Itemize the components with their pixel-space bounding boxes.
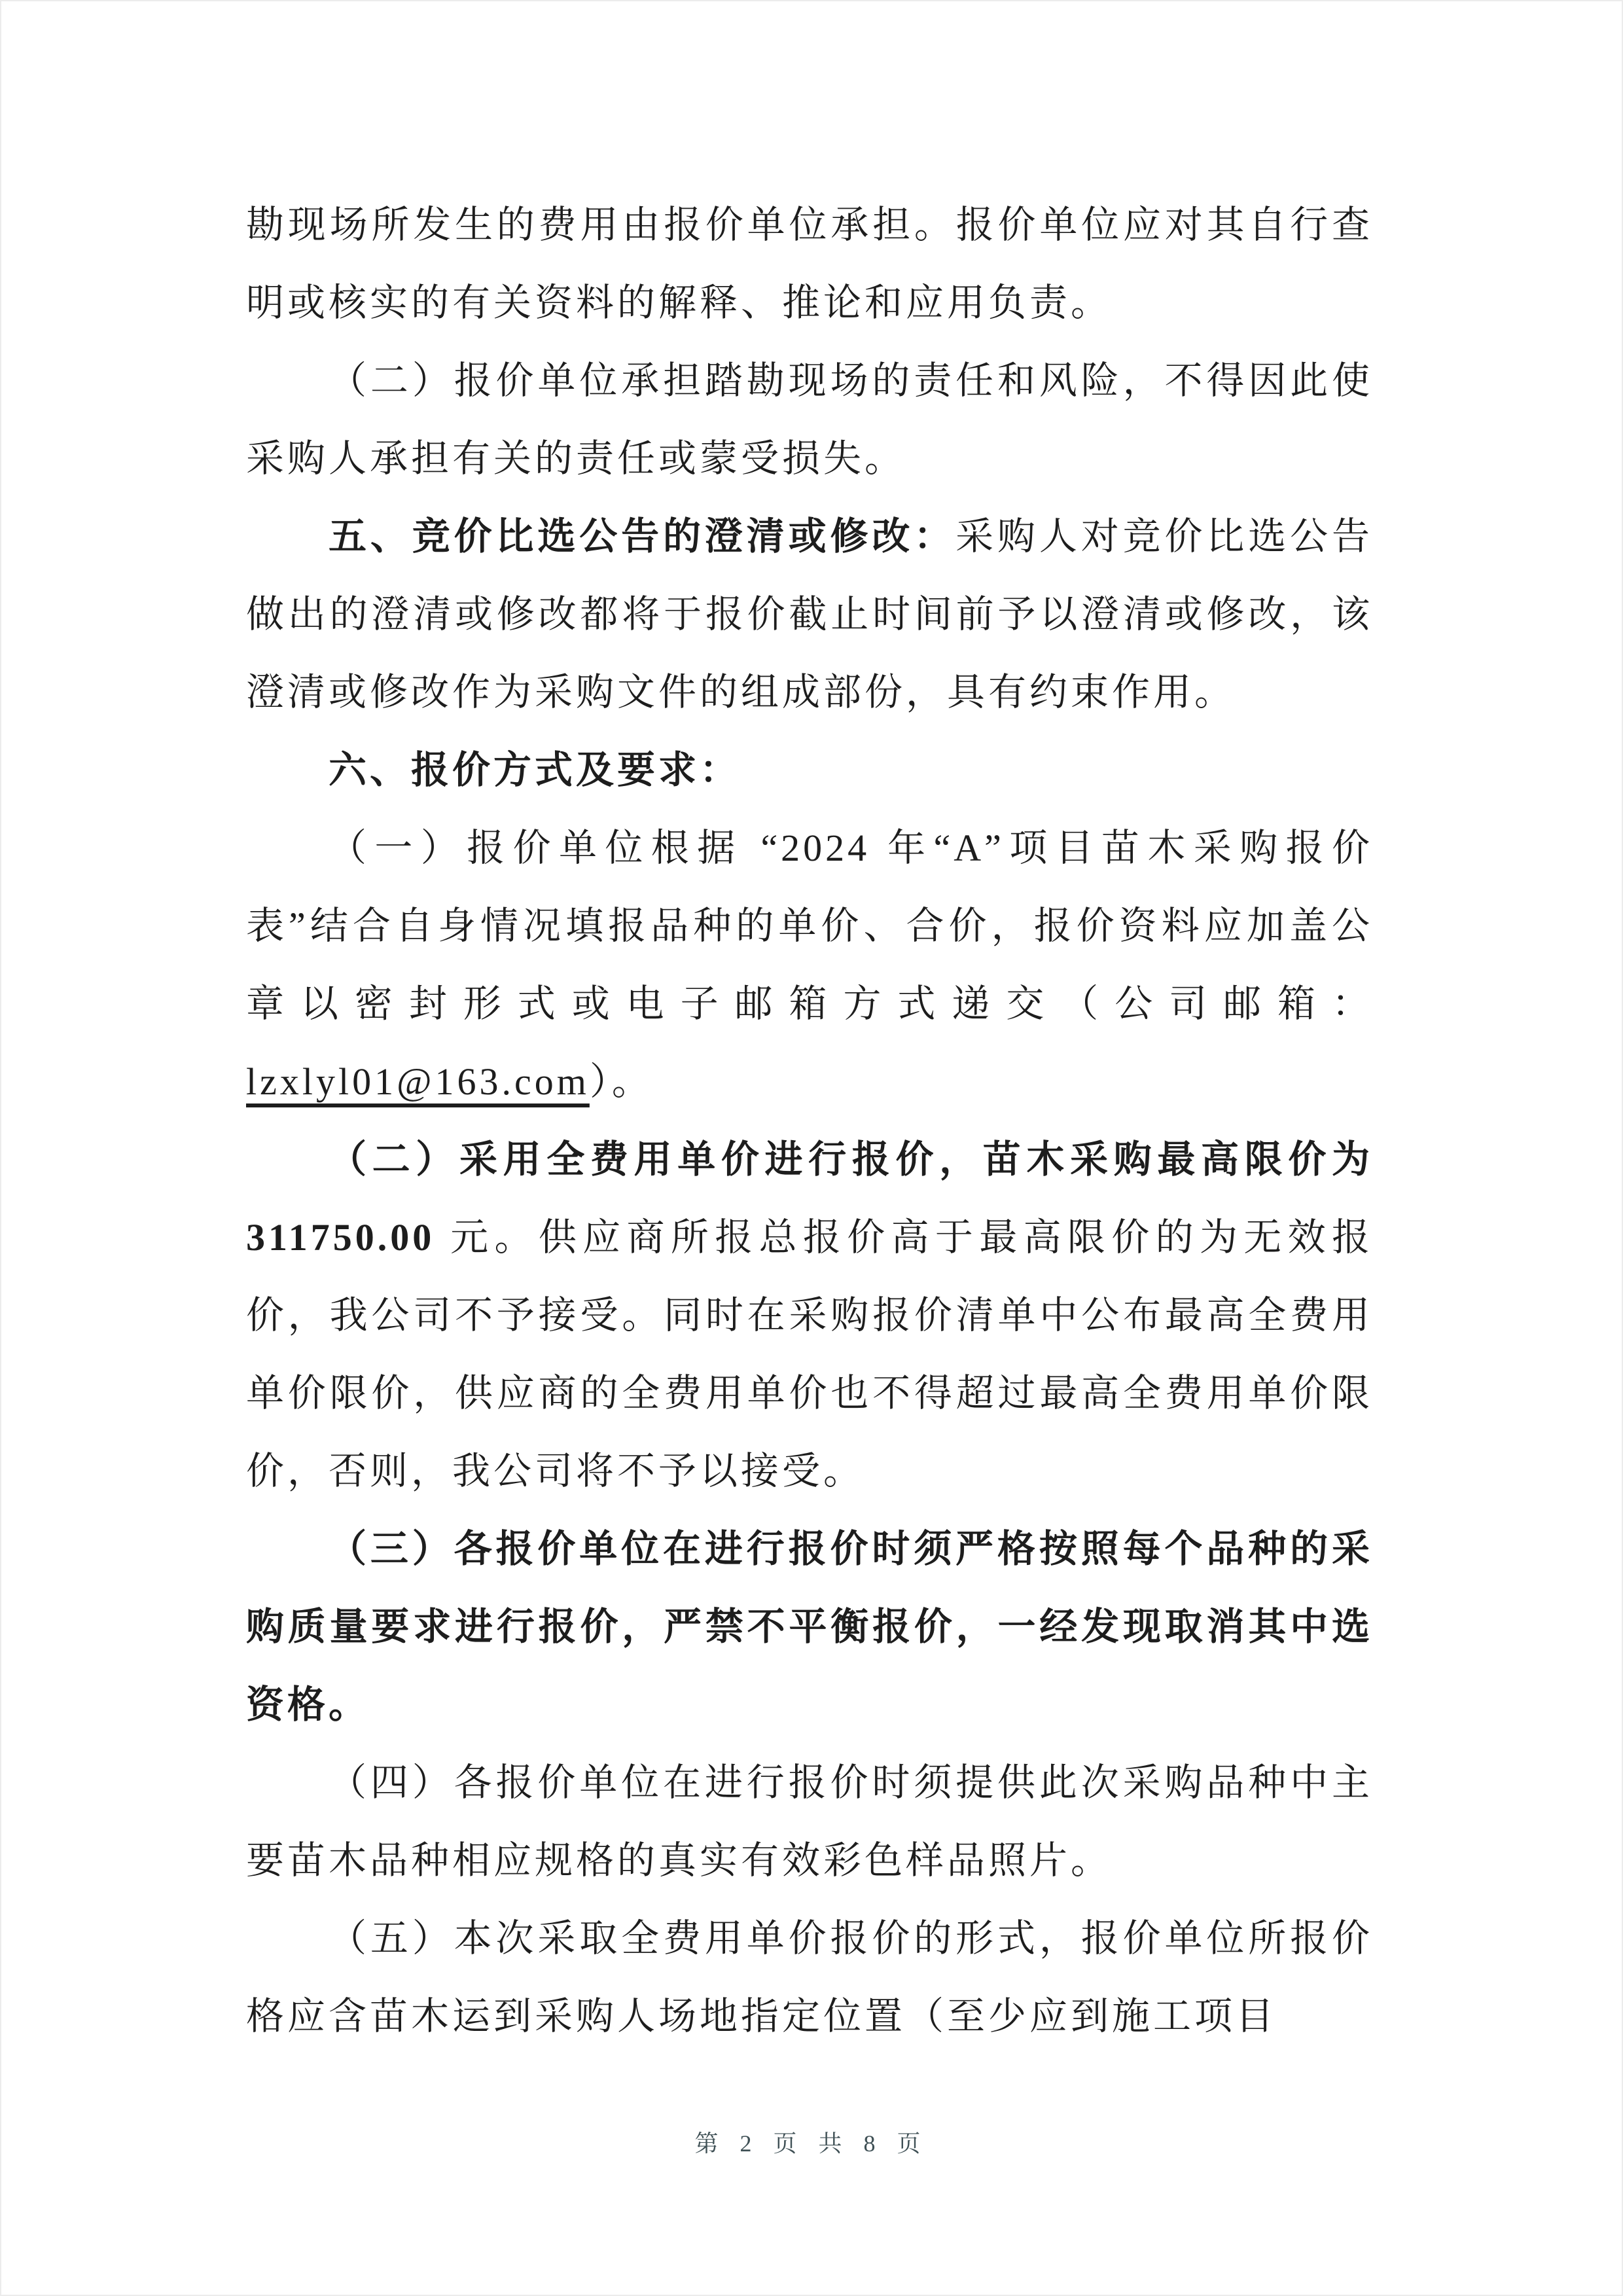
section-6-heading: 六、报价方式及要求： xyxy=(329,749,741,791)
paragraph xyxy=(246,1121,1373,1510)
paragraph xyxy=(246,497,1373,731)
paragraph xyxy=(246,186,1373,342)
text-run: 元。供应商所报总报价高于最高限价的为无效报价，我公司不予接受。同时在采购报价清单中公布最高全费用单价限价，供应商的全费用单价也不得超过最高全费用单价限价，否则，我公司将不予以接受。 xyxy=(246,1216,1373,1492)
paragraph xyxy=(246,809,1373,1121)
text-run: ）。 xyxy=(589,1060,653,1103)
document-body xyxy=(246,186,1373,2055)
page-footer: 第 2 页 共 8 页 xyxy=(694,2130,929,2157)
text-run: （二）采用全费用单价进行报价，苗木采购最高限价为 xyxy=(329,1138,1373,1181)
paragraph xyxy=(246,731,1373,809)
text-run: （一）报价单位根据 “2024 年“A”项目苗木采购报价表”结合自身情况填报品种的单价、合价，报价资料应加盖公章以密封形式或电子邮箱方式递交（公司邮箱： xyxy=(246,827,1373,1025)
paragraph xyxy=(246,1899,1373,2055)
max-price-value: 311750.00 xyxy=(246,1216,435,1259)
paragraph xyxy=(246,1744,1373,1899)
text-run: （四）各报价单位在进行报价时须提供此次采购品种中主要苗木品种相应规格的真实有效彩色样品照片。 xyxy=(246,1761,1373,1882)
text-run: 勘现场所发生的费用由报价单位承担。报价单位应对其自行查明或核实的有关资料的解释、推论和应用负责。 xyxy=(246,204,1373,324)
email-address: lzxlyl01@163.com xyxy=(246,1060,590,1103)
text-run: （三）各报价单位在进行报价时须严格按照每个品种的采购质量要求进行报价，严禁不平衡报价，一经发现取消其中选资格。 xyxy=(246,1528,1373,1726)
section-5-heading: 五、竞价比选公告的澄清或修改： xyxy=(329,515,956,558)
text-run: 采购人对竞价比选公告做出的澄清或修改都将于报价截止时间前予以澄清或修改，该澄清或修改作为采购文件的组成部份，具有约束作用。 xyxy=(246,515,1373,713)
paragraph xyxy=(246,342,1373,497)
text-run: （五）本次采取全费用单价报价的形式，报价单位所报价格应含苗木运到采购人场地指定位置（至少应到施工项目 xyxy=(246,1917,1373,2037)
text-run: （二）报价单位承担踏勘现场的责任和风险，不得因此使采购人承担有关的责任或蒙受损失。 xyxy=(246,359,1373,480)
paragraph xyxy=(246,1510,1373,1744)
